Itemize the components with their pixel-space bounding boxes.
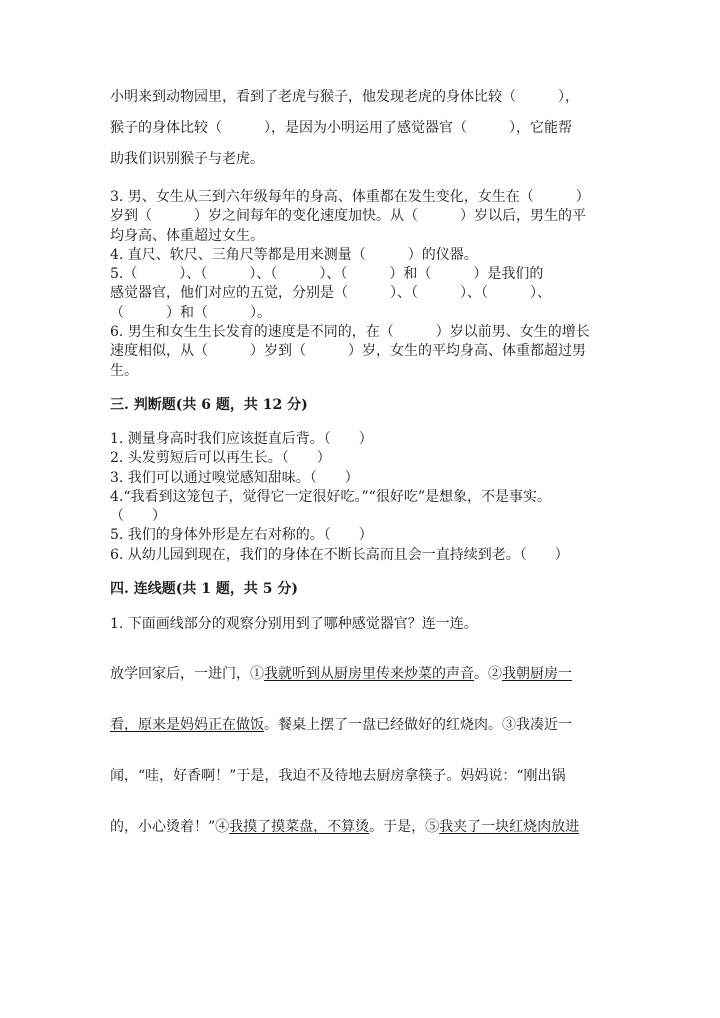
- judgment-questions: [110, 430, 610, 565]
- passage-text: 的，小心烫着！”④: [110, 819, 230, 835]
- underlined-observation: 我就听到从厨房里传来炒菜的声音: [264, 666, 474, 682]
- passage-line-1: [110, 665, 610, 684]
- judgment-item: 3. 我们可以通过嗅觉感知甜味。（ ）: [110, 469, 359, 486]
- question-line: 均身高、体重超过女生。: [110, 227, 264, 244]
- passage-text: 。②: [474, 666, 502, 682]
- question-line: 4. 直尺、软尺、三角尺等都是用来测量（ ）的仪器。: [110, 246, 478, 263]
- intro-line: 助我们识别猴子与老虎。: [110, 151, 264, 167]
- question-line: 速度相似，从（ ）岁到（ ）岁，女生的平均身高、体重都超过男: [110, 343, 586, 360]
- section-heading-judgment: 三. 判断题(共 6 题，共 12 分): [110, 397, 308, 413]
- judgment-item: 6. 从幼儿园到现在，我们的身体在不断长高而且会一直持续到老。（ ）: [110, 546, 569, 563]
- judgment-item: 1. 测量身高时我们应该挺直后背。（ ）: [110, 431, 373, 447]
- question-line: 感觉器官，他们对应的五觉，分别是（ ）、（ ）、（ ）、: [110, 285, 551, 302]
- passage-line-2: [110, 716, 610, 735]
- underlined-observation: 我摸了摸菜盘，不算烫: [229, 819, 370, 835]
- question-line: 3. 男、女生从三到六年级每年的身高、体重都在发生变化，女生在（ ）: [110, 189, 590, 205]
- passage-line-3: [110, 767, 610, 786]
- section-heading-matching: 四. 连线题(共 1 题，共 5 分): [110, 581, 298, 597]
- intro-line: 猴子的身体比较（ ），是因为小明运用了感觉器官（ ），它能帮: [110, 120, 572, 136]
- question-line: 岁到（ ）岁之间每年的变化速度加快。从（ ）岁以后，男生的平: [110, 208, 586, 225]
- question-line: 5.（ ）、（ ）、（ ）、（ ）和（ ）是我们的: [110, 266, 544, 283]
- intro-paragraph: [110, 82, 610, 175]
- passage-text: 放学回家后，一进门，①: [110, 666, 264, 682]
- intro-line: 小明来到动物园里，看到了老虎与猴子，他发现老虎的身体比较（ ），: [110, 89, 579, 105]
- judgment-item: 4.“我看到这笼包子，觉得它一定很好吃。”“很好吃”是想象，不是事实。: [110, 488, 551, 505]
- underlined-observation: 我朝厨房一: [502, 666, 572, 682]
- underlined-observation: 我夹了一块红烧肉放进: [439, 819, 580, 835]
- passage-line-4: [110, 818, 610, 837]
- question-line: 6. 男生和女生生长发育的速度是不同的，在（ ）岁以前男、女生的增长: [110, 324, 590, 341]
- question-line: （ ）和（ ）。: [110, 304, 271, 321]
- passage-text: 闻，“哇，好香啊！”于是，我迫不及待地去厨房拿筷子。妈妈说：“刚出锅: [110, 768, 566, 784]
- question-line: 生。: [110, 362, 138, 379]
- judgment-item: 2. 头发剪短后可以再生长。（ ）: [110, 450, 331, 467]
- judgment-item: （ ）: [110, 508, 166, 525]
- fill-in-questions: [110, 188, 610, 381]
- passage-text: 。于是，⑤: [369, 819, 440, 835]
- passage-text: 。餐桌上摆了一盘已经做好的红烧肉。③我凑近一: [264, 717, 572, 733]
- underlined-observation: 看，原来是妈妈正在做饭: [110, 717, 264, 733]
- judgment-item: 5. 我们的身体外形是左右对称的。（ ）: [110, 527, 373, 544]
- matching-question: 1. 下面画线部分的观察分别用到了哪种感觉器官？连一连。: [110, 616, 478, 632]
